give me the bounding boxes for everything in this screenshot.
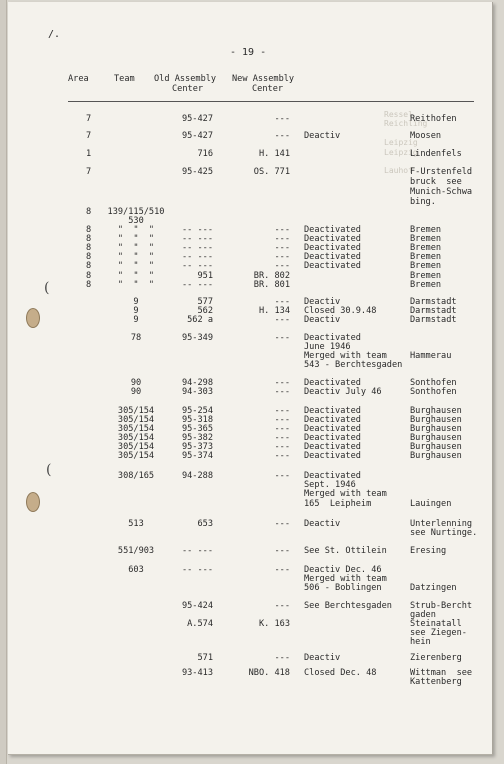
cell-area: 8 — [86, 261, 92, 271]
cell-old: 716 — [197, 149, 213, 159]
cell-status: Deactiv — [304, 519, 341, 529]
cell-team: 78 — [130, 333, 142, 343]
cell-location: Bremen — [410, 280, 442, 290]
cell-location: Kattenberg — [410, 677, 462, 687]
cell-location: Burghausen — [410, 442, 462, 452]
cell-new: --- — [274, 234, 290, 244]
cell-area: 7 — [86, 131, 92, 141]
cell-location: Hammerau — [410, 351, 452, 361]
cell-old: -- --- — [181, 234, 213, 244]
cell-old: 95-424 — [181, 601, 213, 611]
cell-new: --- — [274, 252, 290, 262]
cell-location: Burghausen — [410, 451, 462, 461]
cell-location: Steinatall — [410, 619, 462, 629]
binder-hole-lower — [26, 492, 40, 512]
cell-location: Burghausen — [410, 424, 462, 434]
cell-new: --- — [274, 451, 290, 461]
cell-location: gaden — [410, 610, 436, 620]
cell-location: Datzingen — [410, 583, 457, 593]
page-number: - 19 - — [230, 47, 267, 58]
cell-location: see Nurtinge. — [410, 528, 478, 538]
cell-team: " " " — [117, 225, 155, 235]
cell-status: Deactiv July 46 — [304, 387, 382, 397]
cell-location: bing. — [410, 197, 436, 207]
cell-team: 90 — [130, 387, 142, 397]
cell-new: BR. 802 — [253, 271, 290, 281]
cell-status: Deactivated — [304, 471, 361, 481]
cell-old: 653 — [197, 519, 213, 529]
cell-status: Deactivated — [304, 415, 361, 425]
cell-location: Lauingen — [410, 499, 452, 509]
cell-location: Bremen — [410, 243, 442, 253]
cell-new: H. 134 — [258, 306, 290, 316]
cell-location: see Ziegen- — [410, 628, 467, 638]
cell-new: --- — [274, 546, 290, 556]
cell-status: Deactivated — [304, 225, 361, 235]
cell-location: Darmstadt — [410, 297, 457, 307]
cell-area: 7 — [86, 114, 92, 124]
cell-area: 1 — [86, 149, 92, 159]
cell-status: Deactivated — [304, 442, 361, 452]
cell-team: " " " — [117, 243, 155, 253]
cell-status: Deactiv — [304, 315, 341, 325]
cell-old: 571 — [197, 653, 213, 663]
cell-team: 305/154 — [117, 451, 155, 461]
cell-old: -- --- — [181, 546, 213, 556]
cell-old: A.574 — [187, 619, 213, 629]
header-old-assembly-2: Center — [172, 84, 204, 94]
cell-location: Sonthofen — [410, 378, 457, 388]
cell-location: Moosen — [410, 131, 442, 141]
cell-team: 305/154 — [117, 424, 155, 434]
cell-team: 551/903 — [117, 546, 155, 556]
cell-location: Strub-Bercht — [410, 601, 473, 611]
cell-status: 506 - Boblingen — [304, 583, 382, 593]
cell-new: --- — [274, 131, 290, 141]
cell-status: Deactivated — [304, 433, 361, 443]
bleed-through-text: Ressel Reichling Leipzig Leipzig Lauhof — [384, 110, 428, 176]
cell-location: Bremen — [410, 234, 442, 244]
cell-new: --- — [274, 601, 290, 611]
cell-area: 8 — [86, 271, 92, 281]
cell-status: Deactiv — [304, 653, 341, 663]
cell-new: --- — [274, 519, 290, 529]
cell-team: 9 — [133, 315, 139, 325]
cell-area: 8 — [86, 207, 92, 217]
cell-status: Merged with team — [304, 351, 387, 361]
cell-location: Unterlenning — [410, 519, 473, 529]
cell-status: Deactiv Dec. 46 — [304, 565, 382, 575]
cell-location: Bremen — [410, 271, 442, 281]
cell-old: -- --- — [181, 225, 213, 235]
cell-status: Merged with team — [304, 489, 387, 499]
cell-old: 95-427 — [181, 131, 213, 141]
cell-team: " " " — [117, 261, 155, 271]
cell-status: Deactivated — [304, 378, 361, 388]
cell-new: --- — [274, 471, 290, 481]
header-rule — [68, 101, 474, 102]
cell-new: --- — [274, 653, 290, 663]
cell-status: June 1946 — [304, 342, 351, 352]
cell-location: Darmstadt — [410, 315, 457, 325]
cell-old: 95-382 — [181, 433, 213, 443]
cell-status: Deactivated — [304, 406, 361, 416]
cell-team: 513 — [128, 519, 144, 529]
cell-old: 95-365 — [181, 424, 213, 434]
cell-team: 9 — [133, 306, 139, 316]
cell-old: 95-425 — [181, 167, 213, 177]
cell-team: 305/154 — [117, 415, 155, 425]
cell-area: 8 — [86, 280, 92, 290]
cell-location: Wittman see — [410, 668, 473, 678]
cell-new: --- — [274, 433, 290, 443]
cell-status: Deactivated — [304, 243, 361, 253]
cell-team: " " " — [117, 280, 155, 290]
cell-old: 95-318 — [181, 415, 213, 425]
header-old-assembly-1: Old Assembly — [154, 74, 217, 84]
cell-new: --- — [274, 333, 290, 343]
binder-hole-upper — [26, 308, 40, 328]
cell-new: H. 141 — [258, 149, 290, 159]
cell-location: Munich-Schwa — [410, 187, 473, 197]
cell-location: Bremen — [410, 225, 442, 235]
header-team: Team — [114, 74, 135, 84]
cell-old: 95-349 — [181, 333, 213, 343]
cell-status: Deactivated — [304, 333, 361, 343]
cell-old: 93-413 — [181, 668, 213, 678]
cell-old: 95-254 — [181, 406, 213, 416]
cell-location: Zierenberg — [410, 653, 462, 663]
punch-mark-lower: ( — [46, 462, 52, 478]
cell-old: -- --- — [181, 280, 213, 290]
cell-team: 308/165 — [117, 471, 155, 481]
cell-status: Closed 30.9.48 — [304, 306, 377, 316]
cell-new: --- — [274, 442, 290, 452]
cell-status: Merged with team — [304, 574, 387, 584]
punch-mark-upper: ( — [44, 280, 50, 296]
cell-old: 562 a — [187, 315, 213, 325]
cell-location: Eresing — [410, 546, 447, 556]
cell-team: 9 — [133, 297, 139, 307]
cell-old: 95-374 — [181, 451, 213, 461]
cell-new: --- — [274, 565, 290, 575]
cell-status: Deactivated — [304, 424, 361, 434]
cell-old: 95-427 — [181, 114, 213, 124]
cell-new: --- — [274, 387, 290, 397]
cell-new: --- — [274, 415, 290, 425]
cell-new: --- — [274, 225, 290, 235]
cell-new: --- — [274, 315, 290, 325]
cell-team: 90 — [130, 378, 142, 388]
cell-location: F-Urstenfeld — [410, 167, 473, 177]
cell-team: " " " — [117, 252, 155, 262]
cell-old: -- --- — [181, 565, 213, 575]
cell-location: Burghausen — [410, 415, 462, 425]
cell-status: Deactiv — [304, 131, 341, 141]
header-new-assembly-1: New Assembly — [232, 74, 295, 84]
cell-new: --- — [274, 424, 290, 434]
header-new-assembly-2: Center — [252, 84, 284, 94]
cell-status: Deactivated — [304, 234, 361, 244]
document-page — [8, 2, 493, 755]
cell-new: --- — [274, 243, 290, 253]
cell-area: 8 — [86, 252, 92, 262]
cell-location: hein — [410, 637, 431, 647]
cell-old: 94-288 — [181, 471, 213, 481]
cell-location: Sonthofen — [410, 387, 457, 397]
cell-status: Deactivated — [304, 252, 361, 262]
cell-status: Sept. 1946 — [304, 480, 356, 490]
cell-new: K. 163 — [258, 619, 290, 629]
cell-new: --- — [274, 378, 290, 388]
cell-team: " " " — [117, 234, 155, 244]
cell-status: See Berchtesgaden — [304, 601, 392, 611]
cell-area: 8 — [86, 225, 92, 235]
cell-new: BR. 801 — [253, 280, 290, 290]
corner-mark: /. — [48, 29, 61, 40]
cell-new: --- — [274, 114, 290, 124]
cell-old: 951 — [197, 271, 213, 281]
cell-status: Deactivated — [304, 261, 361, 271]
header-area: Area — [68, 74, 89, 84]
cell-old: -- --- — [181, 261, 213, 271]
cell-new: --- — [274, 261, 290, 271]
cell-new: --- — [274, 297, 290, 307]
cell-new: --- — [274, 406, 290, 416]
cell-old: 94-298 — [181, 378, 213, 388]
cell-location: Reithofen — [410, 114, 457, 124]
cell-status: Deactiv — [304, 297, 341, 307]
cell-status: Deactivated — [304, 451, 361, 461]
cell-team: 305/154 — [117, 442, 155, 452]
cell-old: 577 — [197, 297, 213, 307]
binder-edge — [0, 0, 7, 764]
cell-old: 95-373 — [181, 442, 213, 452]
cell-location: Darmstadt — [410, 306, 457, 316]
cell-team: " " " — [117, 271, 155, 281]
cell-old: 562 — [197, 306, 213, 316]
cell-location: Lindenfels — [410, 149, 462, 159]
cell-location: Burghausen — [410, 406, 462, 416]
cell-area: 7 — [86, 167, 92, 177]
cell-status: See St. Ottilein — [304, 546, 387, 556]
cell-team: 139/115/510 — [107, 207, 165, 217]
cell-team: 305/154 — [117, 406, 155, 416]
cell-team: 603 — [128, 565, 144, 575]
cell-area: 8 — [86, 243, 92, 253]
cell-old: 94-303 — [181, 387, 213, 397]
cell-new: OS. 771 — [253, 167, 290, 177]
cell-location: Bremen — [410, 252, 442, 262]
cell-status: 543 - Berchtesgaden — [304, 360, 403, 370]
cell-team: 530 — [128, 216, 144, 226]
cell-team: 305/154 — [117, 433, 155, 443]
cell-location: bruck see — [410, 177, 462, 187]
cell-location: Burghausen — [410, 433, 462, 443]
cell-location: Bremen — [410, 261, 442, 271]
cell-old: -- --- — [181, 252, 213, 262]
cell-old: -- --- — [181, 243, 213, 253]
cell-new: NBO. 418 — [248, 668, 290, 678]
cell-status: 165 Leipheim — [304, 499, 372, 509]
cell-area: 8 — [86, 234, 92, 244]
cell-status: Closed Dec. 48 — [304, 668, 377, 678]
